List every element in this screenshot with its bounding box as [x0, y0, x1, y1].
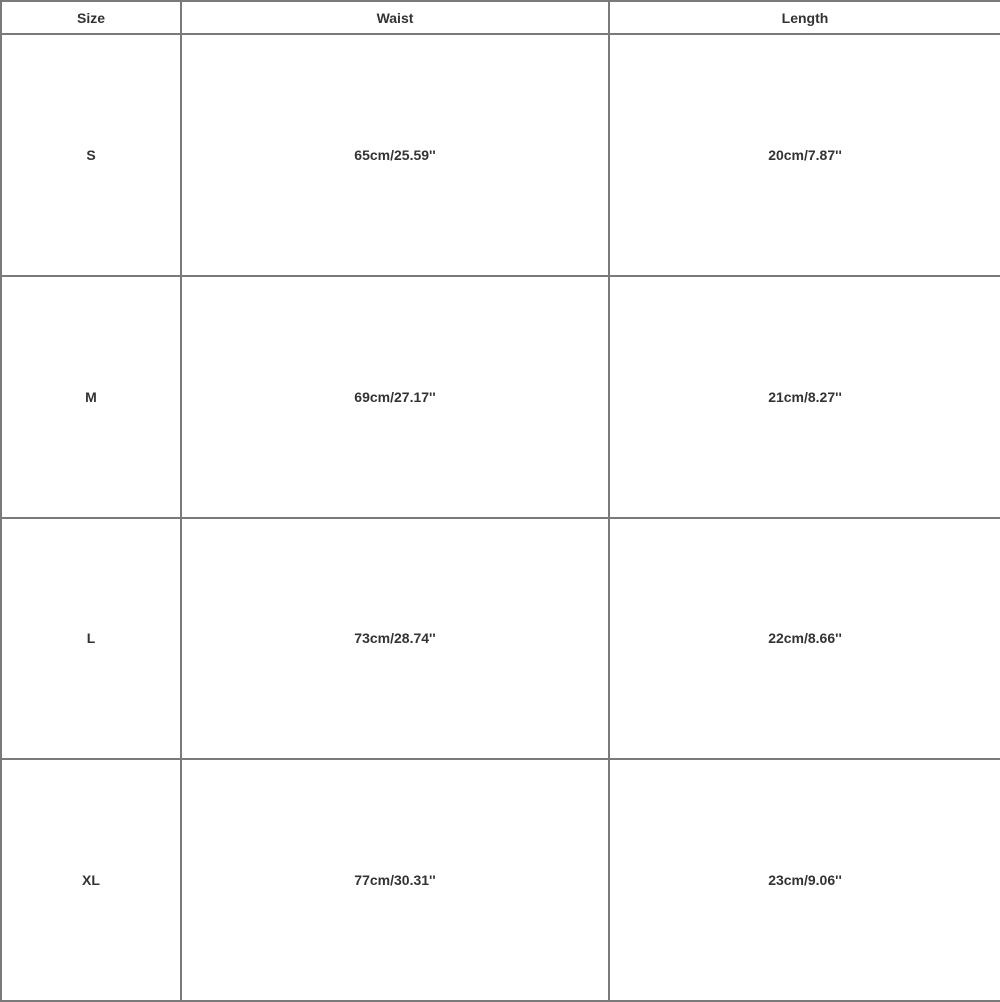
cell-size: M: [1, 276, 181, 518]
table-row: [1, 276, 1000, 518]
table-header: [1, 1, 1000, 34]
cell-length: 20cm/7.87'': [609, 34, 1000, 276]
table-row: [1, 34, 1000, 276]
header-size: Size: [1, 1, 181, 34]
cell-size: XL: [1, 759, 181, 1001]
table-row: [1, 518, 1000, 760]
header-length: Length: [609, 1, 1000, 34]
table-body: [1, 34, 1000, 1001]
cell-waist: 73cm/28.74'': [181, 518, 609, 760]
header-row: [1, 1, 1000, 34]
cell-length: 21cm/8.27'': [609, 276, 1000, 518]
cell-waist: 77cm/30.31'': [181, 759, 609, 1001]
cell-waist: 65cm/25.59'': [181, 34, 609, 276]
table-row: [1, 759, 1000, 1001]
header-waist: Waist: [181, 1, 609, 34]
cell-waist: 69cm/27.17'': [181, 276, 609, 518]
cell-length: 22cm/8.66'': [609, 518, 1000, 760]
cell-length: 23cm/9.06'': [609, 759, 1000, 1001]
cell-size: S: [1, 34, 181, 276]
cell-size: L: [1, 518, 181, 760]
